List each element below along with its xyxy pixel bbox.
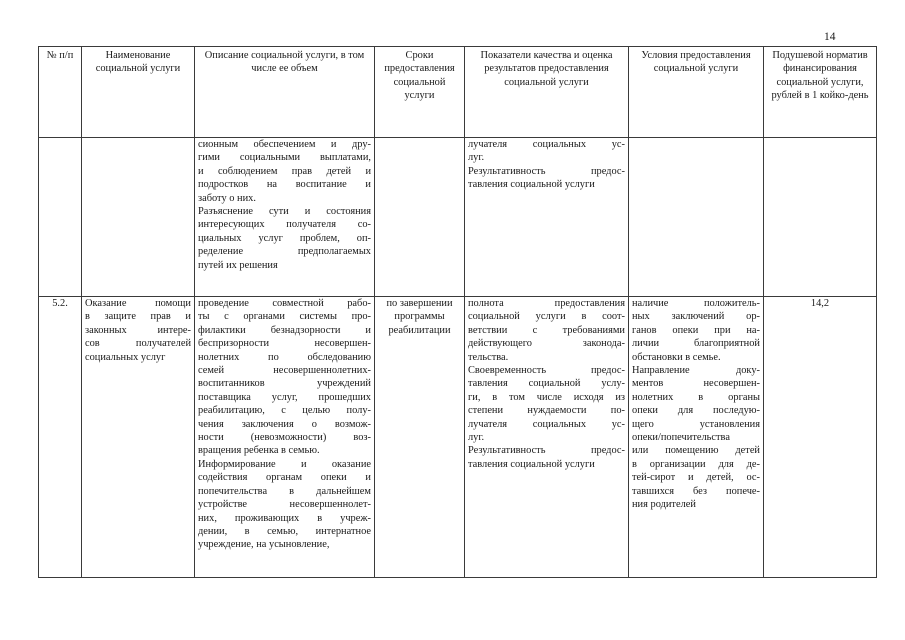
cell-conditions	[629, 297, 764, 578]
cell-line: или помещению детей	[632, 445, 760, 457]
cell-line: луг.	[468, 432, 485, 444]
cell-line: интересующих получателя со-	[198, 219, 371, 231]
cell-line: в организации для де-	[632, 458, 760, 470]
header-terms: Сроки предоставления социальной услуги	[375, 47, 465, 138]
cell-line: сов получателей	[85, 338, 191, 350]
cell-line: вращения ребенка в семью.	[198, 445, 320, 457]
cell-line: по завершении	[386, 298, 453, 309]
cell-line: ния родителей	[632, 499, 696, 511]
services-table	[38, 46, 877, 578]
cell-line: Результативность предос-	[468, 445, 625, 457]
cell-line: социальных услуг	[85, 351, 166, 363]
cell-line: воспитанников учреждений	[198, 378, 371, 390]
cell-line: тавления социальной услуги	[468, 179, 595, 191]
cell-line: проведение совместной рабо-	[198, 298, 371, 309]
cell-line: ности (невозможности) воз-	[198, 432, 371, 444]
cell-line: поставщика услуг, прошедших	[198, 391, 371, 403]
cell-line: тавления социальной услу-	[468, 378, 625, 390]
cell-line: заботу о них.	[198, 192, 256, 204]
cell-line: ги, в том числе исходя из	[468, 391, 625, 403]
table-row-continuation	[39, 138, 877, 297]
cell-line: Результативность предос-	[468, 165, 625, 177]
table-header-row	[39, 47, 877, 138]
header-description: Описание социальной услуги, в том числе ее объем	[195, 47, 375, 138]
cell-quality	[465, 297, 629, 578]
cell-line: в защите прав и	[85, 311, 191, 323]
cell-norm: 14,2	[764, 297, 877, 578]
header-conditions: Условия предоставления социальной услуги	[629, 47, 764, 138]
cell-line: ветствии с требованиями	[468, 324, 625, 336]
cell-line: действующего законода-	[468, 338, 625, 350]
cell-number: 5.2.	[39, 297, 82, 578]
cell-line: филактики безнадзорности и	[198, 324, 371, 336]
cell-line: дении, в семью, интернатное	[198, 525, 371, 537]
cell-line: сионным обеспечением и дру-	[198, 139, 371, 150]
cell-quality	[465, 138, 629, 297]
cell-description	[195, 138, 375, 297]
page-number: 14	[824, 31, 836, 43]
cell-terms	[375, 297, 465, 578]
cell-line: опеки/попечительства	[632, 432, 730, 444]
cell-line: ганов опеки при на-	[632, 324, 760, 336]
cell-line: реабилитации	[388, 324, 451, 336]
cell-norm	[764, 138, 877, 297]
header-quality: Показатели качества и оценка результатов предоставления социальной услуги	[465, 47, 629, 138]
cell-line: чения заключения о возмож-	[198, 418, 371, 430]
cell-line: Своевременность предос-	[468, 365, 625, 377]
cell-line: ных заключений ор-	[632, 311, 760, 323]
cell-line: устройстве несовершеннолет-	[198, 499, 371, 511]
header-number: № п/п	[39, 47, 82, 138]
cell-line: личии благоприятной	[632, 338, 760, 350]
cell-line: Оказание помощи	[85, 298, 191, 309]
cell-terms	[375, 138, 465, 297]
cell-line: беспризорности несовершен-	[198, 338, 371, 350]
cell-line: лучателя социальных ус-	[468, 418, 625, 430]
cell-line: реабилитацию, с целью полу-	[198, 405, 371, 417]
cell-line: законных интере-	[85, 324, 191, 336]
cell-line: Разъяснение сути и состояния	[198, 206, 371, 218]
cell-line: тельства.	[468, 351, 509, 363]
table-row-5-2	[39, 297, 877, 578]
cell-line: наличие положитель-	[632, 298, 760, 309]
cell-number	[39, 138, 82, 297]
header-norm: Подушевой норматив финансирования социальной услуги, рублей в 1 койко-день	[764, 47, 877, 138]
cell-conditions	[629, 138, 764, 297]
cell-line: циальных услуг проблем, оп-	[198, 232, 371, 244]
cell-line: них, проживающих в учреж-	[198, 512, 371, 524]
cell-line: ментов несовершен-	[632, 378, 760, 390]
cell-line: гими социальными выплатами,	[198, 152, 371, 164]
cell-description	[195, 297, 375, 578]
header-service-name: Наименование социальной услуги	[82, 47, 195, 138]
cell-line: и соблюдением прав детей и	[198, 165, 371, 177]
cell-line: программы	[394, 311, 445, 323]
cell-line: семей несовершеннолетних-	[198, 365, 371, 377]
cell-line: социальной услуги в соот-	[468, 311, 625, 323]
cell-line: нолетних по обследованию	[198, 351, 371, 363]
cell-line: Информирование и оказание	[198, 458, 371, 470]
cell-line: щего установления	[632, 418, 760, 430]
cell-line: лучателя социальных ус-	[468, 139, 625, 150]
cell-line: обстановки в семье.	[632, 351, 721, 363]
cell-service-name	[82, 138, 195, 297]
cell-line: тавшихся без попече-	[632, 485, 760, 497]
cell-line: полнота предоставления	[468, 298, 625, 309]
cell-line: нолетних в органы	[632, 391, 760, 403]
cell-line: содействия органам опеки и	[198, 472, 371, 484]
cell-line: попечительства в дальнейшем	[198, 485, 371, 497]
cell-line: Направление доку-	[632, 365, 760, 377]
cell-line: опеки для последую-	[632, 405, 760, 417]
cell-line: ределение предполагаемых	[198, 246, 371, 258]
cell-line: ты с органами системы про-	[198, 311, 371, 323]
cell-line: подростков на воспитание и	[198, 179, 371, 191]
cell-line: тавления социальной услуги	[468, 458, 595, 470]
cell-line: степени нуждаемости по-	[468, 405, 625, 417]
cell-line: тей-сирот и детей, ос-	[632, 472, 760, 484]
cell-line: путей их решения	[198, 259, 278, 271]
cell-service-name	[82, 297, 195, 578]
cell-line: луг.	[468, 152, 485, 164]
cell-line: учреждение, на усыновление,	[198, 539, 330, 551]
